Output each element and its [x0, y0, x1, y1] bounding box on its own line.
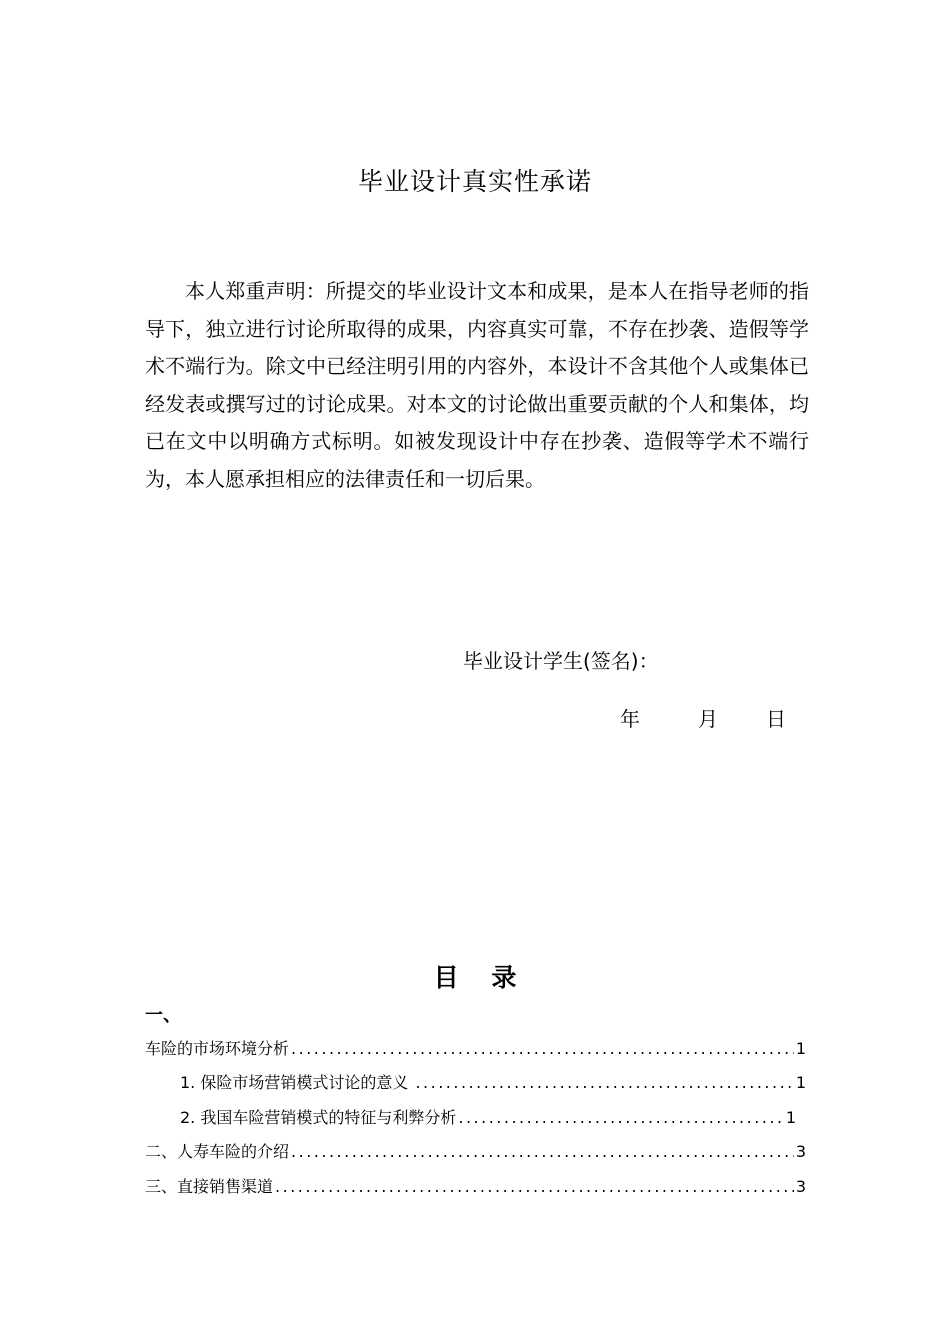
date-day-label: 日	[766, 707, 786, 731]
toc-leader-dots	[415, 1072, 793, 1094]
date-month-label: 月	[698, 707, 718, 731]
toc-entry-text: 车险的市场环境分析	[145, 1039, 290, 1058]
toc-entry-text: 2. 我国车险营销模式的特征与利弊分析	[180, 1108, 457, 1127]
toc-leader-dots	[275, 1176, 794, 1198]
toc-entry[interactable]	[145, 1141, 806, 1163]
toc-entry[interactable]	[180, 1107, 796, 1129]
toc-entry-page: 1	[795, 1073, 806, 1092]
toc-entry[interactable]	[145, 1176, 806, 1198]
toc-entry-page: 1	[795, 1039, 806, 1058]
pledge-body: 本人郑重声明：所提交的毕业设计文本和成果，是本人在指导老师的指导下，独立进行讨论所取得的成果，内容真实可靠，不存在抄袭、造假等学术不端行为。除文中已经注明引用的内容外，本设计不含其他个人或集体已经发表或撰写过的讨论成果。对本文的讨论做出重要贡献的个人和集体，均已在文中以明确方式标明。如被发现设计中存在抄袭、造假等学术不端行为，本人愿承担相应的法律责任和一切后果。	[145, 279, 809, 491]
toc-entry-text: 三、直接销售渠道	[145, 1177, 274, 1196]
toc-heading-number: 一、	[145, 1005, 181, 1026]
pledge-title: 毕业设计真实性承诺	[357, 167, 592, 196]
toc-entry-page: 1	[785, 1108, 796, 1127]
signature-label: 毕业设计学生(签名)：	[463, 649, 659, 673]
toc-entry-page: 3	[795, 1142, 806, 1161]
toc-entry[interactable]	[180, 1072, 806, 1094]
toc-entry-page: 3	[795, 1177, 806, 1196]
toc-entry-text: 1. 保险市场营销模式讨论的意义	[180, 1073, 414, 1092]
toc-entry-text: 二、人寿车险的介绍	[145, 1142, 290, 1161]
toc-leader-dots	[291, 1141, 794, 1163]
toc-leader-dots	[458, 1107, 783, 1129]
date-year-label: 年	[620, 707, 640, 731]
toc-entry[interactable]	[145, 1038, 806, 1060]
toc-title: 目 录	[433, 963, 529, 992]
toc-leader-dots	[291, 1038, 794, 1060]
